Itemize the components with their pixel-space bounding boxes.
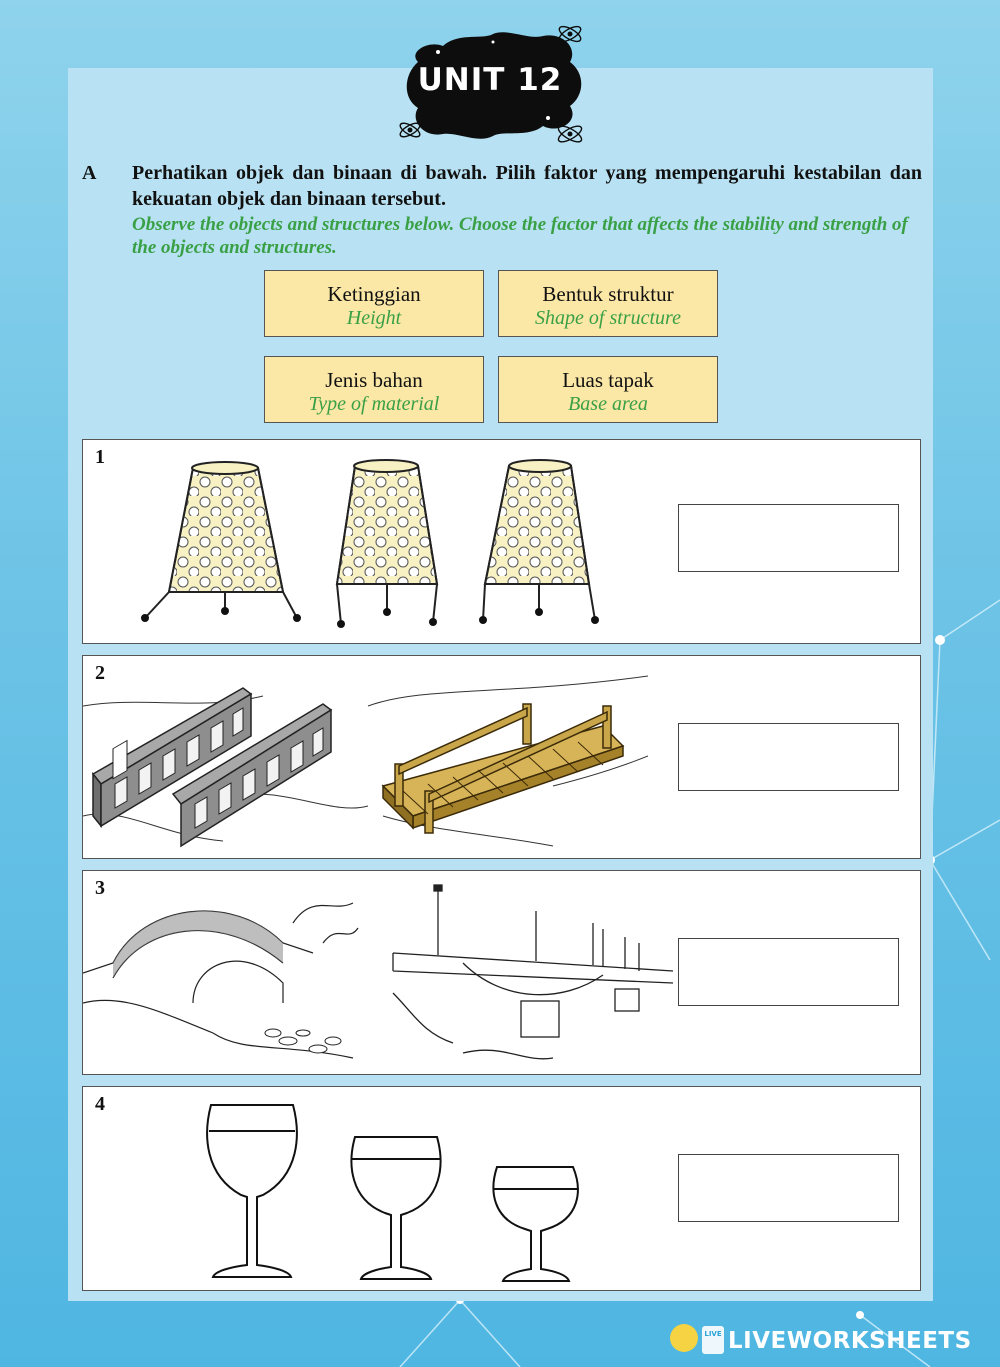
item-row-4 bbox=[82, 1086, 921, 1291]
item-row-3 bbox=[82, 870, 921, 1075]
arch-and-beam-bridges-illustration bbox=[83, 883, 673, 1073]
bridges-illustration bbox=[83, 666, 648, 856]
watermark-text: LIVEWORKSHEETS bbox=[728, 1328, 972, 1354]
instruction-malay: Perhatikan objek dan binaan di bawah. Pilih faktor yang mempengaruhi kestabilan dan kekuatan objek dan binaan tersebut. bbox=[132, 162, 922, 210]
option-base-area[interactable] bbox=[498, 356, 718, 423]
lampshades-illustration bbox=[133, 456, 623, 636]
item-row-1 bbox=[82, 439, 921, 644]
option-label-en: Shape of structure bbox=[535, 307, 681, 329]
item-number: 4 bbox=[95, 1093, 105, 1115]
instruction-english: Observe the objects and structures below. Choose the factor that affects the stability and strength of the objects and structures. bbox=[132, 214, 908, 258]
answer-box[interactable] bbox=[678, 1154, 899, 1222]
answer-box[interactable] bbox=[678, 723, 899, 791]
question-letter: A bbox=[82, 162, 97, 184]
option-label-en: Base area bbox=[568, 393, 648, 415]
item-number: 2 bbox=[95, 662, 105, 684]
item-number: 3 bbox=[95, 877, 105, 899]
unit-title: UNIT 12 bbox=[417, 62, 563, 98]
option-label-ms: Bentuk struktur bbox=[542, 282, 674, 306]
option-shape-of-structure[interactable] bbox=[498, 270, 718, 337]
answer-box[interactable] bbox=[678, 938, 899, 1006]
item-row-2 bbox=[82, 655, 921, 859]
option-label-ms: Ketinggian bbox=[327, 282, 421, 306]
answer-box[interactable] bbox=[678, 504, 899, 572]
option-height[interactable] bbox=[264, 270, 484, 337]
wine-glasses-illustration bbox=[193, 1095, 613, 1285]
option-label-en: Height bbox=[346, 307, 402, 329]
option-label-ms: Jenis bahan bbox=[325, 368, 423, 392]
option-type-of-material[interactable] bbox=[264, 356, 484, 423]
option-label-en: Type of material bbox=[308, 393, 440, 415]
logo-letters: LIVE bbox=[704, 1330, 722, 1338]
item-number: 1 bbox=[95, 446, 105, 468]
option-label-ms: Luas tapak bbox=[562, 368, 654, 392]
